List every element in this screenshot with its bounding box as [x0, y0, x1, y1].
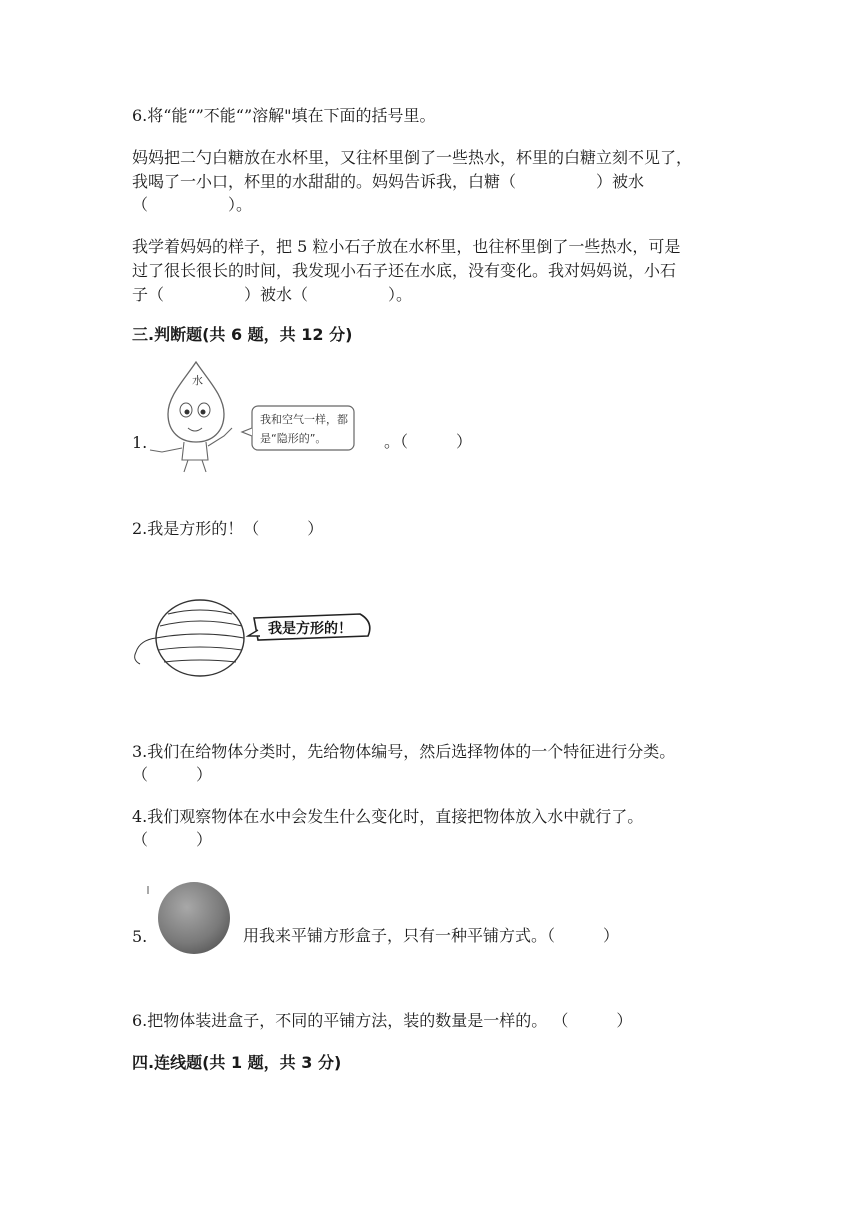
- bubble-line-1: 我和空气一样，都: [260, 413, 348, 426]
- q6-para1-line3: （ ）。: [132, 195, 253, 214]
- s3-q5-number: 5.: [132, 927, 148, 946]
- s3-q1-number: 1.: [132, 433, 148, 452]
- q6-para2-line1: 我学着妈妈的样子，把 5 粒小石子放在水杯里，也往杯里倒了一些热水，可是: [132, 237, 681, 256]
- bubble-line-2: 是“隐形的”。: [260, 432, 327, 445]
- section3-title: 三.判断题(共 6 题，共 12 分): [132, 325, 353, 344]
- watermelon-bubble-text: 我是方形的！: [268, 621, 352, 637]
- q6-para2-line3: 子（ ）被水（ ）。: [132, 285, 413, 304]
- watermelon-illustration: [130, 596, 378, 682]
- s3-q5-text: 用我来平铺方形盒子，只有一种平铺方式。（ ）: [243, 926, 620, 945]
- s3-q1-answer: 。（ ）: [384, 432, 473, 451]
- water-drop-illustration: [144, 358, 394, 476]
- drop-label: 水: [192, 374, 203, 387]
- q6-para1-line2: 我喝了一小口，杯里的水甜甜的。妈妈告诉我，白糖（ ）被水: [132, 172, 645, 191]
- s3-q3-line2: （ ）: [132, 765, 213, 784]
- s3-q3-line1: 3.我们在给物体分类时，先给物体编号，然后选择物体的一个特征进行分类。: [132, 742, 676, 761]
- q6-para2-line2: 过了很长很长的时间，我发现小石子还在水底，没有变化。我对妈妈说，小石: [132, 261, 677, 280]
- q6-para1-line1: 妈妈把二勺白糖放在水杯里，又往杯里倒了一些热水，杯里的白糖立刻不见了，: [132, 148, 693, 167]
- q6-title: 6.将“能“”不能“”溶解"填在下面的括号里。: [132, 106, 436, 125]
- s3-q6-text: 6.把物体装进盒子，不同的平铺方法，装的数量是一样的。 （ ）: [132, 1011, 633, 1030]
- ball-illustration: [144, 880, 236, 956]
- s3-q4-line1: 4.我们观察物体在水中会发生什么变化时，直接把物体放入水中就行了。: [132, 807, 644, 826]
- s3-q2-text: 2.我是方形的！（ ）: [132, 519, 324, 538]
- s3-q4-line2: （ ）: [132, 830, 213, 849]
- section4-title: 四.连线题(共 1 题，共 3 分): [132, 1053, 342, 1072]
